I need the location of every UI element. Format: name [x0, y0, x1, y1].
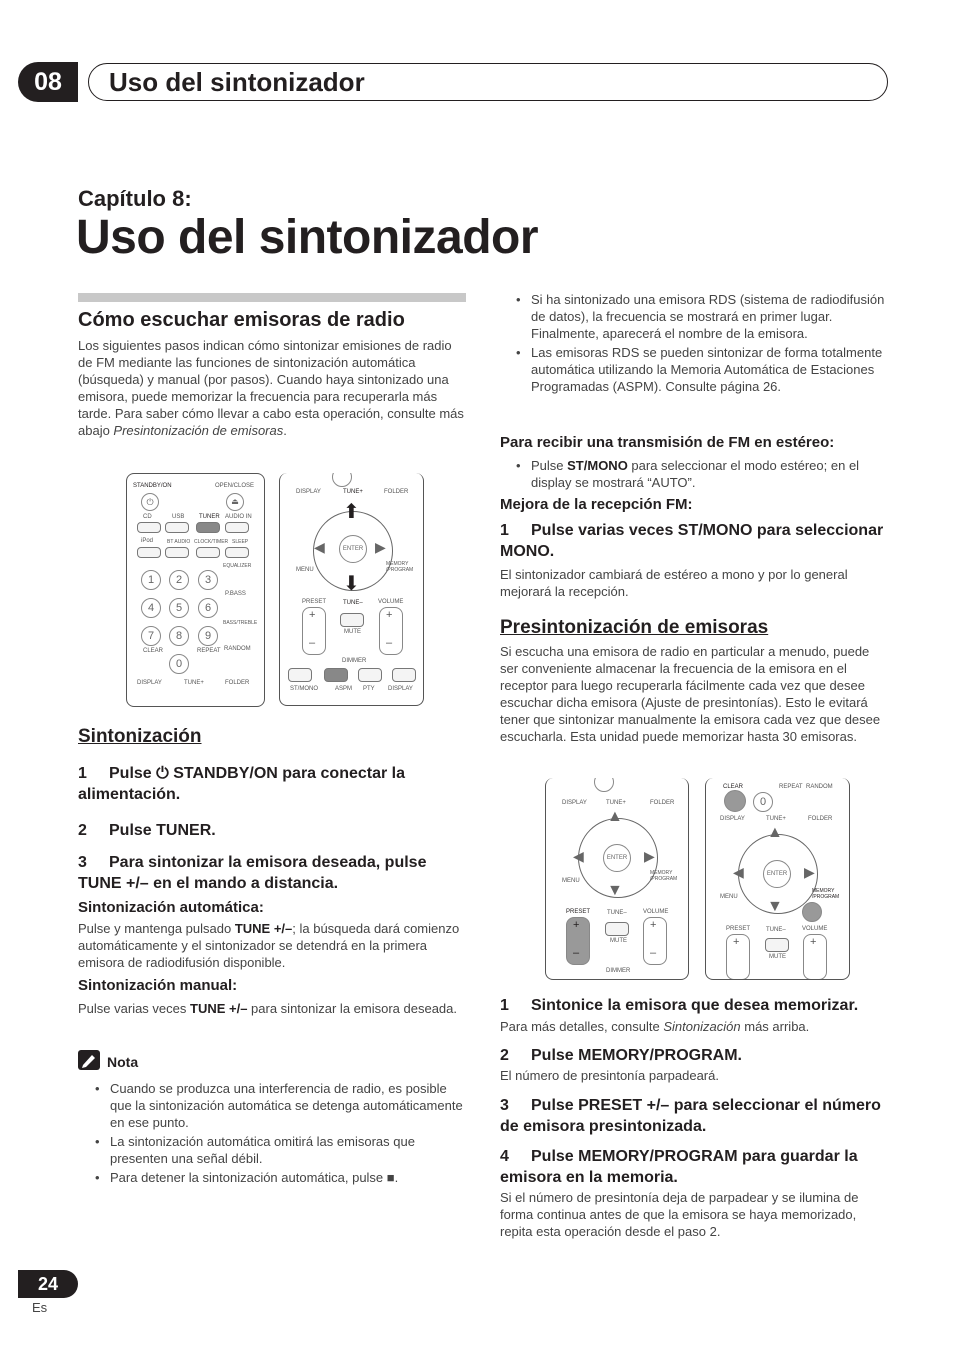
note-item: • Para detener la sintonización automática, pulse ■. [88, 1169, 468, 1186]
preset-step-2-body: El número de presintonía parpadeará. [500, 1068, 719, 1083]
arrow-left-icon: ◀ [314, 539, 325, 555]
arrow-up-icon: ▲ [607, 808, 623, 825]
tuning-step-1: 1 Pulse ⏻ STANDBY/ON para conectar la alimentación. [78, 765, 406, 803]
arrow-right-icon: ▶ [375, 539, 386, 555]
tuning-step-2: 2 Pulse TUNER. [78, 822, 216, 839]
preset-step-1: 1 Sintonice la emisora que desea memorizar. [500, 997, 859, 1014]
note-title: Nota [107, 1054, 139, 1070]
preset-step-4: 4 Pulse MEMORY/PROGRAM para guardar la emisora en la memoria. [500, 1148, 858, 1186]
preset-step-4-body: Si el número de presintonía deja de parpadear y se ilumina de forma continua antes de que la emisora se haya memorizado, repita esta operación desde el paso 2. [500, 1190, 859, 1239]
note-list [88, 1080, 468, 1186]
remote-illustration-preset: DISPLAY TUNE+ FOLDER ▲ ▼ ◀ ▶ ENTER MENU MEMORY /PROGRAM PRESET TUNE– VOLUME + – + – MUTE DIMMER [545, 778, 689, 980]
rds-bullet: • Si ha sintonizado una emisora RDS (sistema de radiodifusión de datos), la frecuencia se mostrará en primer lugar. Finalmente, aparecerá el nombre de la emisora. [509, 291, 889, 342]
manual-tuning-title: Sintonización manual: [78, 977, 238, 994]
chapter-number-badge: 08 [18, 62, 78, 102]
note-item: • Cuando se produzca una interferencia de radio, es posible que la sintonización automática se detenga automáticamente en ese punto. [88, 1080, 468, 1131]
intro-paragraph: Los siguientes pasos indican cómo sintonizar emisiones de radio de FM mediante las funciones de sintonización automática (búsqueda) y manual (por pasos). Cuando haya sintonizado una emisora, puede memorizar la frecuencia para recuperarla más tarde. Para saber cómo llevar a cabo esta operación, consulte más abajo Presintonización de emisoras. [78, 338, 464, 438]
improve-title: Mejora de la recepción FM: [500, 496, 693, 513]
page-number-badge: 24 [18, 1270, 78, 1298]
rds-bullets [509, 291, 889, 395]
chapter-label: Capítulo 8: [78, 186, 192, 211]
note-icon [78, 1050, 100, 1070]
remote-illustration-front: STANDBY/ON OPEN/CLOSE ⏻ ⏏ CD USB TUNER AUDIO IN iPod BT AUDIO CLOCK/TIMER SLEEP EQUALIZER 1 2 3 P.BASS 4 5 6 BASS/TREBLE 7 8 9 CLEAR REPEAT RANDOM 0 DISPLAY TUNE+ FOLDER [126, 473, 265, 707]
stereo-bullet: • Pulse ST/MONO para seleccionar el modo estéreo; en el display se mostrará “AUTO”. [509, 457, 889, 491]
section-title-tuning: Sintonización [78, 726, 202, 747]
arrow-up-icon: ▲ [767, 824, 783, 841]
preset-step-3: 3 Pulse PRESET +/– para seleccionar el número de emisora presintonizada. [500, 1097, 881, 1135]
arrow-right-icon: ▶ [644, 848, 655, 864]
power-icon: ⏻ [156, 765, 169, 782]
auto-tuning-title: Sintonización automática: [78, 899, 264, 916]
rds-bullet: • Las emisoras RDS se pueden sintonizar de forma totalmente automática utilizando la Memoria Automática de Estaciones Programadas (ASPM). Consulte página 26. [509, 344, 889, 395]
standby-icon: ⏻ [141, 493, 159, 511]
improve-step-1: 1 Pulse varias veces ST/MONO para seleccionar MONO. [500, 522, 884, 560]
arrow-down-icon: ▼ [607, 882, 623, 899]
arrow-left-icon: ◀ [573, 848, 584, 864]
remote-illustration-memory: CLEAR REPEAT RANDOM 0 DISPLAY TUNE+ FOLDER ▲ ▼ ◀ ▶ ENTER MENU MEMORY /PROGRAM PRESET TUNE– VOLUME + + MUTE [705, 778, 850, 980]
arrow-right-icon: ▶ [804, 864, 815, 880]
section-title-listen-radio: Cómo escuchar emisoras de radio [78, 309, 405, 331]
stereo-title: Para recibir una transmisión de FM en estéreo: [500, 434, 835, 451]
arrow-down-icon: ⬇ [343, 573, 360, 595]
note-item: • La sintonización automática omitirá las emisoras que presenten una señal débil. [88, 1133, 468, 1167]
chapter-header-bar [88, 63, 888, 101]
arrow-down-icon: ▼ [767, 898, 783, 915]
tuning-step-3: 3 Para sintonizar la emisora deseada, pulse TUNE +/– en el mando a distancia. [78, 854, 427, 892]
arrow-left-icon: ◀ [733, 864, 744, 880]
remote-illustration-tuner: DISPLAY TUNE+ FOLDER ⬆ ⬇ ◀ ▶ ENTER MENU MEMORY /PROGRAM PRESET TUNE– VOLUME + – + – MUTE DIMMER ST/MONO ASPM PTY DISPLAY [279, 473, 424, 706]
preset-step-1-body: Para más detalles, consulte Sintonización más arriba. [500, 1019, 810, 1034]
section-title-presets: Presintonización de emisoras [500, 617, 769, 638]
chapter-header-title: Uso del sintonizador [109, 67, 365, 97]
preset-step-2: 2 Pulse MEMORY/PROGRAM. [500, 1047, 742, 1064]
preset-body: Si escucha una emisora de radio en particular a menudo, puede ser conveniente almacenar la frecuencia de la emisora en el receptor para luego recuperarla fácilmente cada vez que desee escuchar dicha emisora (Ajuste de presintonías). Esto le evitará tener que sintonizar manualmente la emisora cada vez que desee escucharla. Esta unidad puede memorizar hasta 30 emisoras. [500, 644, 881, 744]
page-title: Uso del sintonizador [76, 211, 539, 264]
language-label: Es [32, 1300, 48, 1315]
arrow-up-icon: ⬆ [343, 501, 360, 523]
eject-icon: ⏏ [226, 493, 244, 511]
section-rule [78, 293, 466, 302]
auto-tuning-body: Pulse y mantenga pulsado TUNE +/–; la búsqueda dará comienzo automáticamente y el sintonizador se detendrá en la primera emisora de radiodifusión disponible. [78, 921, 460, 970]
manual-tuning-body: Pulse varias veces TUNE +/– para sintonizar la emisora deseada. [78, 1001, 457, 1016]
improve-body: El sintonizador cambiará de estéreo a mono y por lo general mejorará la recepción. [500, 567, 848, 599]
